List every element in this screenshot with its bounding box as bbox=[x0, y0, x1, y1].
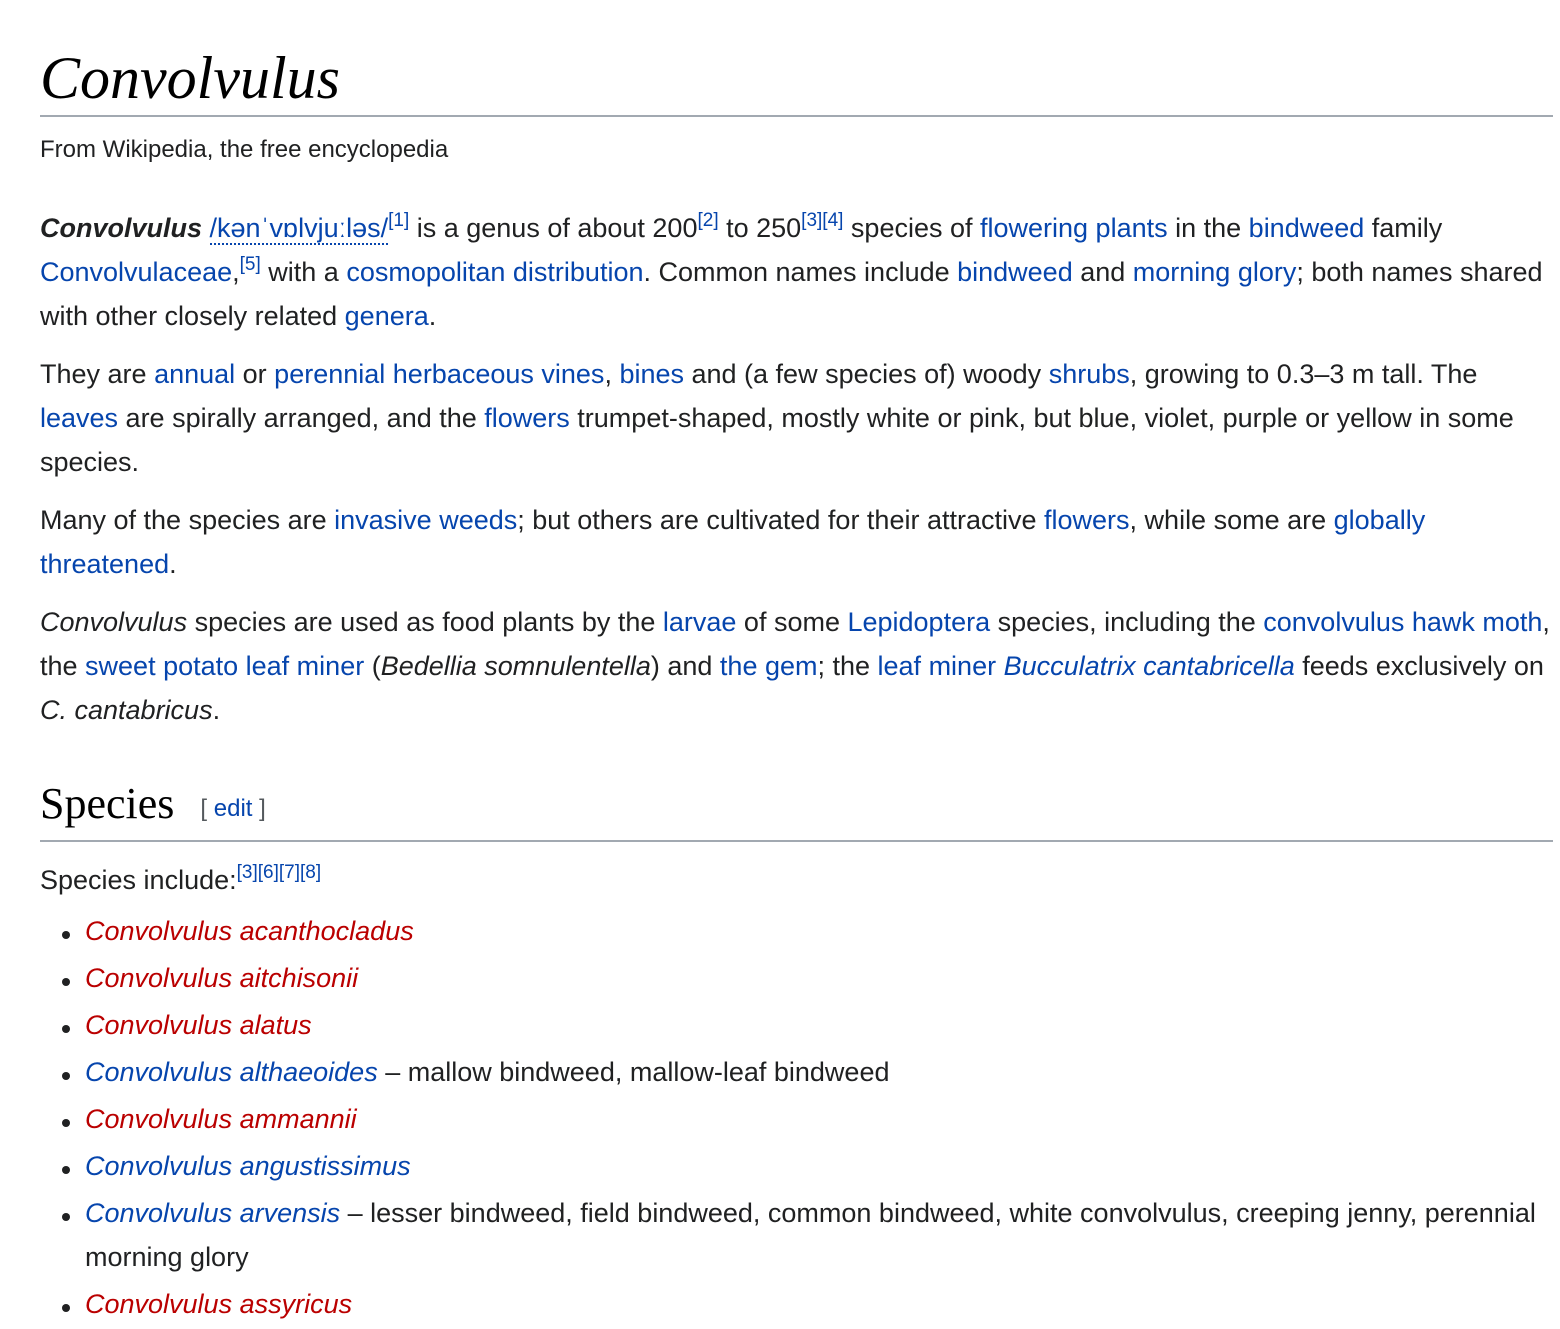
reference-link[interactable]: [4] bbox=[822, 210, 844, 231]
link-the-gem[interactable]: the gem bbox=[719, 651, 818, 681]
link-morning-glory[interactable]: morning glory bbox=[1132, 257, 1297, 287]
larvae-paragraph: Convolvulus species are used as food plants by the larvae of some Lepidoptera species, including the convolvulus hawk moth, the sweet potato leaf miner (Bedellia somnulentella) and the gem; the leaf miner Bucculatrix cantabricella feeds exclusively on C. cantabricus. bbox=[40, 607, 1550, 725]
link-lepidoptera[interactable]: Lepidoptera bbox=[847, 607, 991, 637]
reference-link[interactable]: [3] bbox=[801, 210, 823, 231]
reference-link[interactable]: [1] bbox=[388, 210, 410, 231]
link-vines[interactable]: vines bbox=[541, 359, 605, 389]
species-list-item bbox=[40, 1282, 1553, 1326]
section-edit: [ edit ] bbox=[200, 795, 266, 822]
description-paragraph: They are annual or perennial herbaceous vines, bines and (a few species of) woody shrubs, growing to 0.3–3 m tall. The leaves are spirally arranged, and the flowers trumpet-shaped, mostly white or pink, but blue, violet, purple or yellow in some species. bbox=[40, 359, 1514, 477]
link-larvae[interactable]: larvae bbox=[662, 607, 737, 637]
link-flowering-plants[interactable]: flowering plants bbox=[980, 213, 1168, 243]
link-shrubs[interactable]: shrubs bbox=[1048, 359, 1130, 389]
article-term: Convolvulus bbox=[40, 213, 203, 243]
section-heading-species: Species [ edit ] bbox=[40, 776, 1553, 842]
species-list-item: Convolvulus althaeoides – mallow bindweed, mallow-leaf bindweed bbox=[40, 1050, 1553, 1094]
link-herbaceous[interactable]: herbaceous bbox=[392, 359, 534, 389]
species-link[interactable]: Convolvulus alatus bbox=[85, 1010, 312, 1040]
link-bindweed[interactable]: bindweed bbox=[957, 257, 1073, 287]
reference-link[interactable]: [6] bbox=[257, 862, 279, 883]
reference-link[interactable]: [2] bbox=[697, 210, 719, 231]
species-link[interactable]: Convolvulus althaeoides bbox=[85, 1057, 378, 1087]
species-list-item bbox=[40, 1144, 1553, 1188]
link-flowers[interactable]: flowers bbox=[484, 403, 570, 433]
link-invasive-weeds[interactable]: invasive weeds bbox=[334, 505, 518, 535]
species-link[interactable]: Convolvulus assyricus bbox=[85, 1289, 353, 1319]
species-list bbox=[40, 909, 1553, 1326]
site-tagline: From Wikipedia, the free encyclopedia bbox=[40, 136, 449, 163]
reference-link[interactable]: [3] bbox=[236, 862, 258, 883]
link-perennial[interactable]: perennial bbox=[274, 359, 386, 389]
article bbox=[40, 0, 1553, 1329]
link-sweet-potato-leaf-miner[interactable]: sweet potato leaf miner bbox=[85, 651, 365, 681]
species-link[interactable]: Convolvulus ammannii bbox=[85, 1104, 357, 1134]
species-list-item bbox=[40, 909, 1553, 953]
species-list-item bbox=[40, 956, 1553, 1000]
species-link[interactable]: Convolvulus arvensis bbox=[85, 1198, 341, 1228]
species-link[interactable]: Convolvulus acanthocladus bbox=[85, 916, 414, 946]
link-genera[interactable]: genera bbox=[344, 301, 429, 331]
link-convolvulus-hawk-moth[interactable]: convolvulus hawk moth bbox=[1263, 607, 1543, 637]
link-bines[interactable]: bines bbox=[619, 359, 684, 389]
page-title: Convolvulus bbox=[40, 0, 1553, 117]
link-annual[interactable]: annual bbox=[154, 359, 236, 389]
link-leaf-miner[interactable]: leaf miner bbox=[877, 651, 997, 681]
species-link[interactable]: Convolvulus angustissimus bbox=[85, 1151, 411, 1181]
reference-link[interactable]: [8] bbox=[300, 862, 322, 883]
link-bindweed[interactable]: bindweed bbox=[1248, 213, 1365, 243]
edit-section-link[interactable]: edit bbox=[213, 795, 253, 822]
link-flowers[interactable]: flowers bbox=[1044, 505, 1130, 535]
link-leaves[interactable]: leaves bbox=[40, 403, 119, 433]
species-list-item bbox=[40, 1003, 1553, 1047]
reference-link[interactable]: [7] bbox=[278, 862, 300, 883]
intro-paragraph: Convolvulus /kənˈvɒlvjuːləs/[1] is a genus of about 200[2] to 250[3][4] species of flowering plants in the bindweed family Convolvulaceae,[5] with a cosmopolitan distribution. Common names include bindweed and morning glory; both names shared with other closely related genera. bbox=[40, 210, 1543, 331]
reference-link[interactable]: [5] bbox=[239, 254, 261, 275]
link-bucculatrix-cantabricella[interactable]: Bucculatrix cantabricella bbox=[1003, 651, 1295, 681]
link-convolvulaceae[interactable]: Convolvulaceae bbox=[40, 257, 233, 287]
species-list-item: Convolvulus arvensis – lesser bindweed, field bindweed, common bindweed, white convolvulus, creeping jenny, perennial morning glory bbox=[40, 1191, 1553, 1279]
link-cosmopolitan-distribution[interactable]: cosmopolitan distribution bbox=[346, 257, 644, 287]
species-intro: Species include:[3][6][7][8] bbox=[40, 862, 322, 895]
species-link[interactable]: Convolvulus aitchisonii bbox=[85, 963, 359, 993]
ipa-pronunciation-link[interactable]: /kənˈvɒlvjuːləs/ bbox=[209, 213, 389, 243]
ecology-paragraph: Many of the species are invasive weeds; but others are cultivated for their attractive flowers, while some are globally threatened. bbox=[40, 505, 1426, 579]
link-globally-threatened[interactable]: globally threatened bbox=[40, 505, 1426, 579]
species-list-item bbox=[40, 1097, 1553, 1141]
